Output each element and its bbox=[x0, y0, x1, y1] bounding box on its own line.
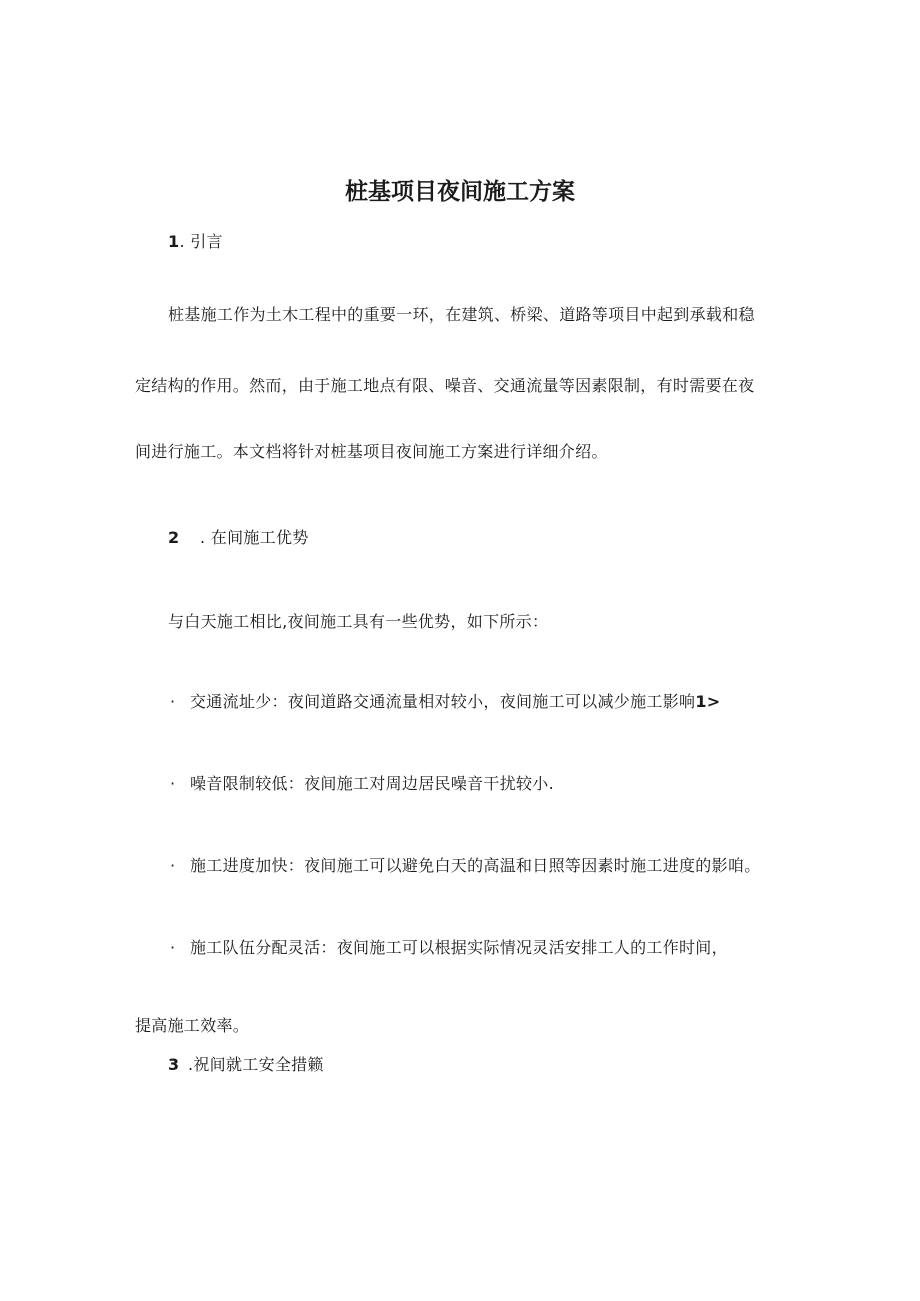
bullet-text: 施工队伍分配灵活：夜间施工可以根据实际情况灵活安排工人的工作时间， bbox=[190, 938, 728, 957]
document-title: 桩基项目夜间施工方案 bbox=[345, 179, 575, 205]
section-3-heading bbox=[168, 1053, 324, 1077]
section-2-number: 2 bbox=[168, 528, 180, 547]
bullet-marker: · bbox=[170, 938, 176, 957]
bullet-marker: · bbox=[170, 692, 176, 711]
intro-paragraph-line-1: 桩基施工作为土木工程中的重要一环，在建筑、桥梁、道路等项目中起到承载和稳 bbox=[168, 305, 755, 324]
bullet-item-4 bbox=[170, 936, 728, 960]
section-1-heading bbox=[168, 230, 223, 254]
bullet-marker: · bbox=[170, 774, 176, 793]
section-1-number: 1 bbox=[168, 232, 180, 251]
section-1-label: . 引言 bbox=[179, 232, 223, 251]
bullet-text: 交通流址少：夜间道路交通流量相对较小，夜间施工可以减少施工影响 bbox=[190, 692, 696, 711]
advantages-intro: 与白天施工相比,夜间施工具有一些优势，如下所示： bbox=[168, 612, 549, 631]
section-3-label: .祝间就工安全措籁 bbox=[188, 1055, 324, 1074]
bullet-marker: · bbox=[170, 856, 176, 875]
bullet-text: 施工进度加快：夜间施工可以避免白天的高温和日照等因素时施工进度的影咱。 bbox=[190, 856, 761, 875]
section-3-number: 3 bbox=[168, 1055, 180, 1074]
bullet-text: 噪音限制较低：夜间施工对周边居民噪音干扰较小. bbox=[190, 774, 554, 793]
bullet-4-continuation: 提高施工效率。 bbox=[135, 1016, 250, 1035]
intro-paragraph-line-3: 间进行施工。本文档将针对桩基项目夜间施工方案进行详细介绍。 bbox=[135, 442, 608, 461]
bullet-item-3 bbox=[170, 854, 761, 878]
bullet-item-2 bbox=[170, 772, 554, 796]
section-2-label: . 在间施工优势 bbox=[200, 528, 309, 547]
bullet-item-1 bbox=[170, 690, 720, 714]
intro-paragraph-line-2: 定结构的作用。然而，由于施工地点有限、噪音、交通流量等因素限制，有时需要在夜 bbox=[135, 376, 755, 395]
section-2-heading bbox=[168, 526, 309, 550]
bullet-tail: 1> bbox=[695, 692, 721, 711]
